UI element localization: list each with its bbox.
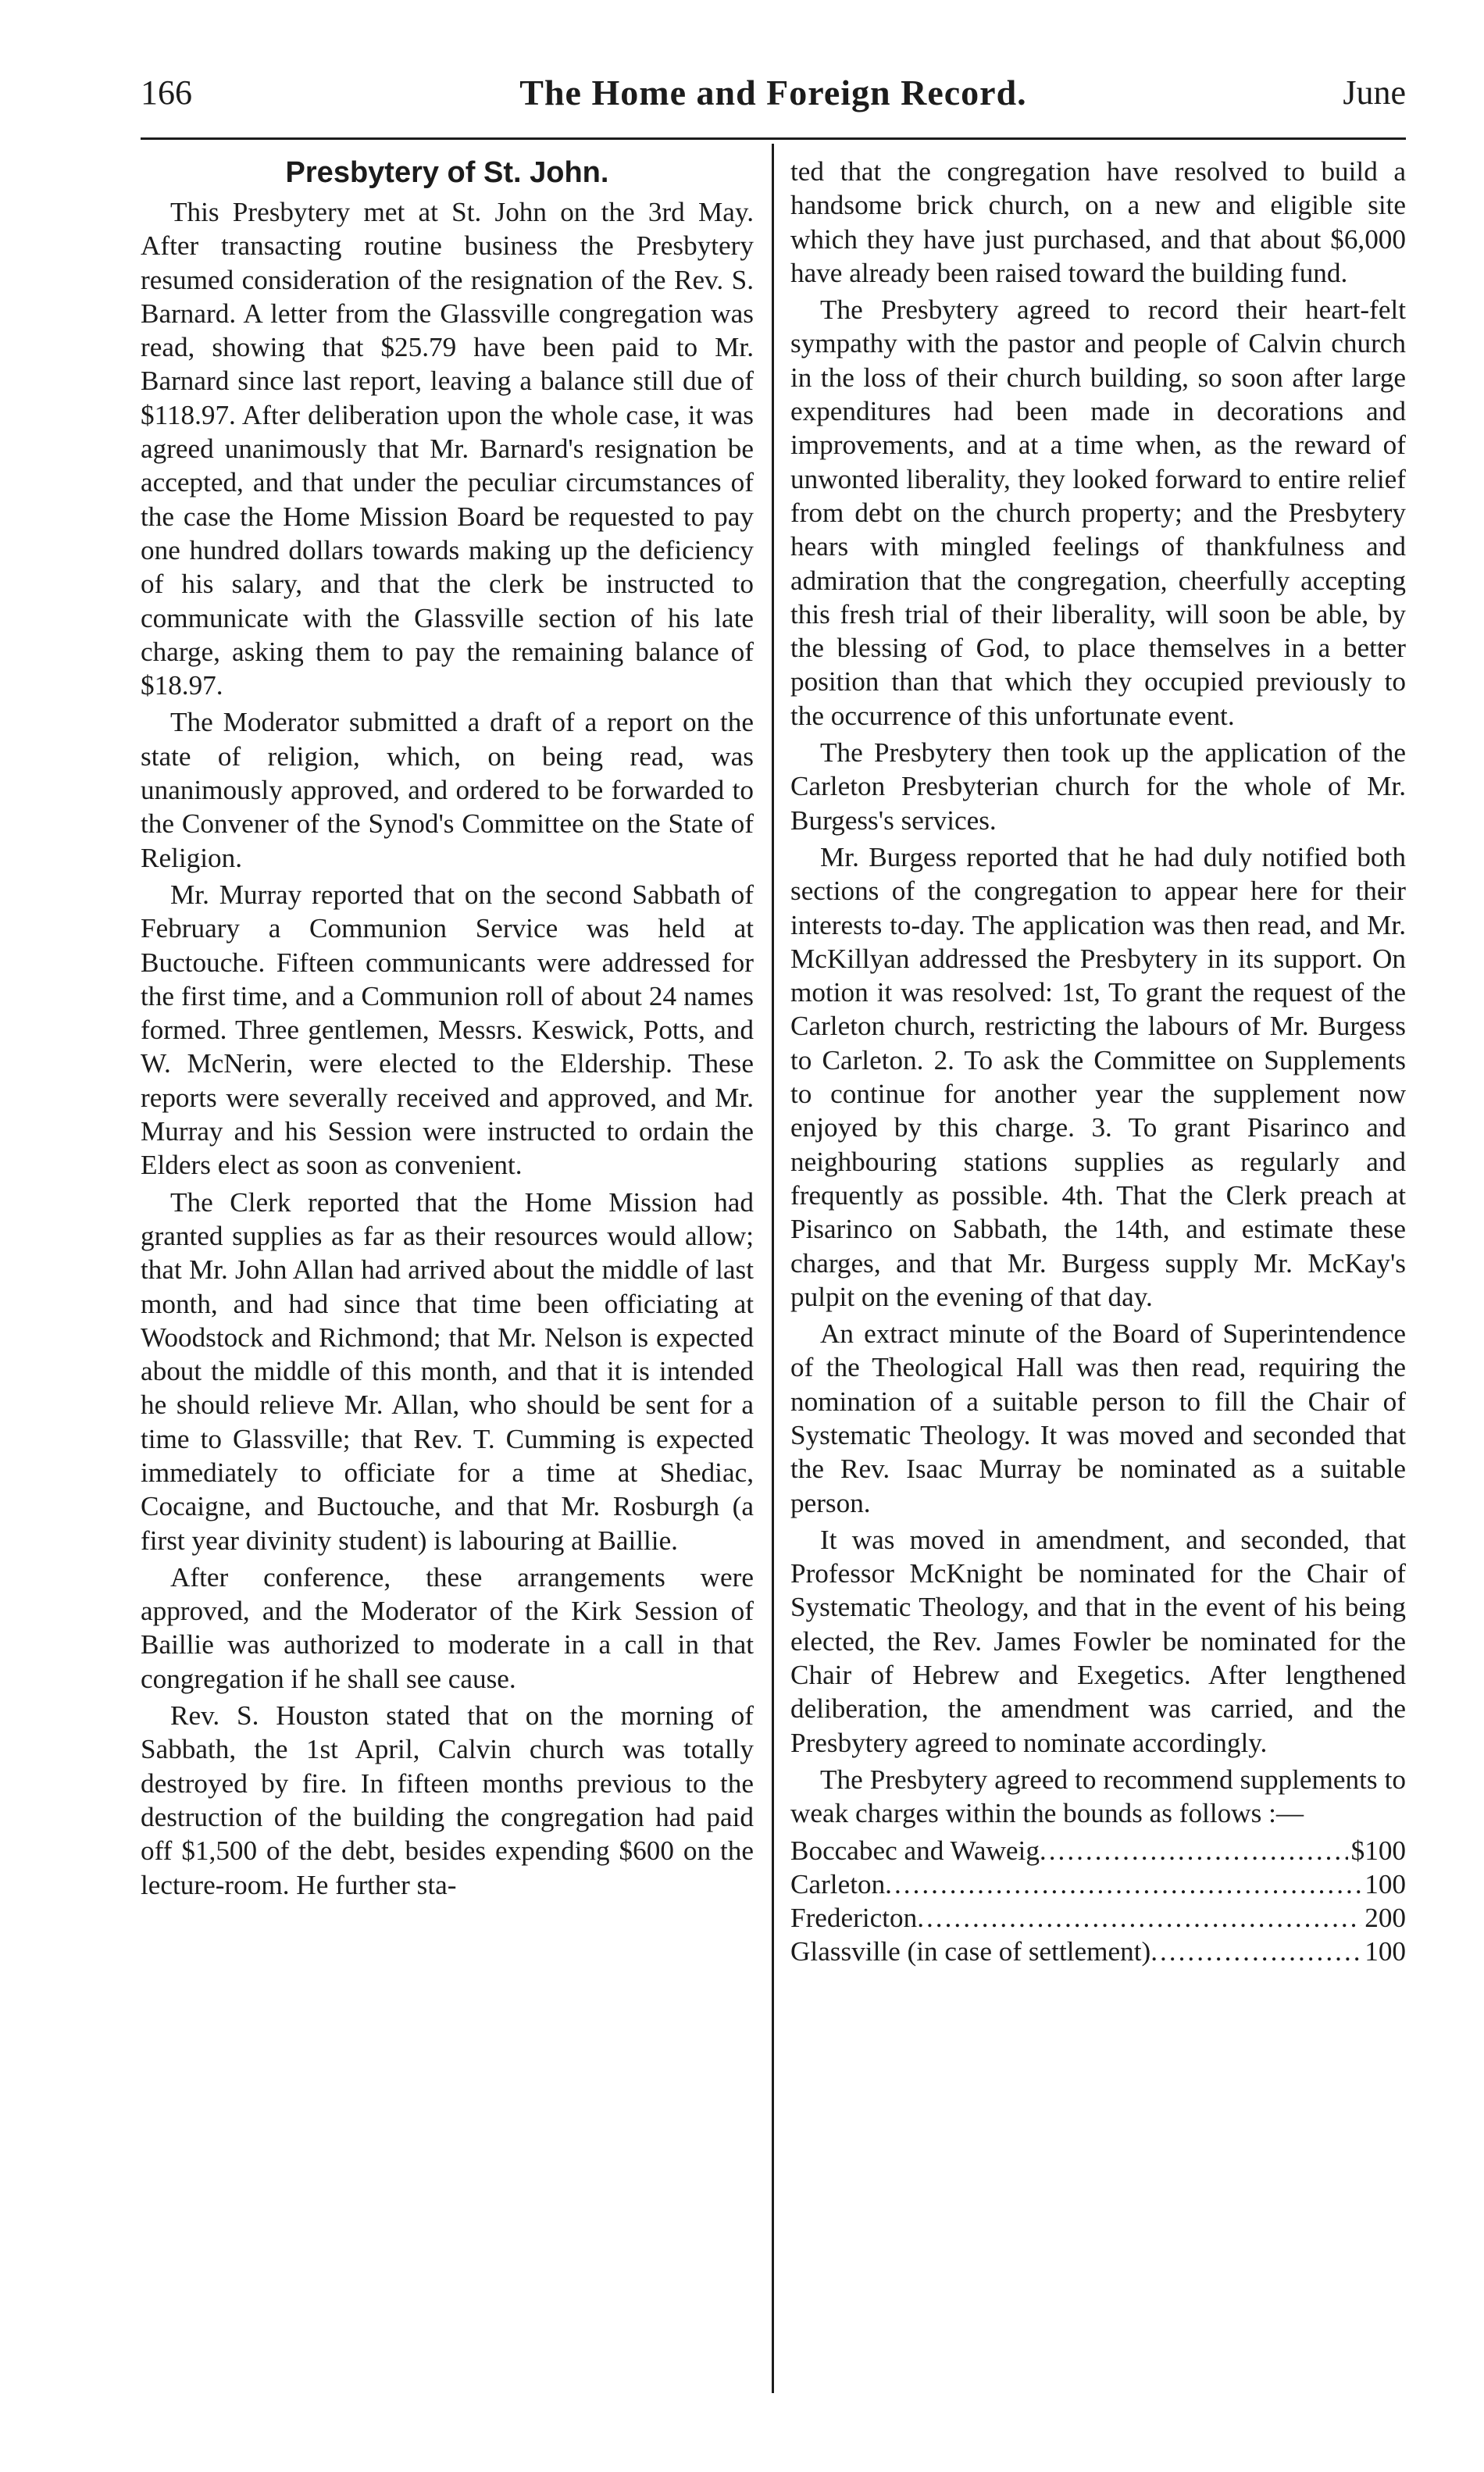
supplement-row: [790, 1867, 1406, 1901]
supplement-row: [790, 1834, 1406, 1867]
supplement-row: [790, 1935, 1406, 1968]
paragraph-carleton-application: The Presbytery then took up the application of the Carleton Presbyterian church for the whole of Mr. Burgess's services.: [790, 737, 1406, 836]
supplement-row: [790, 1901, 1406, 1935]
supplement-place: Boccabec and Waweig: [790, 1835, 1040, 1866]
page-number: 166: [141, 73, 192, 112]
column-divider: [772, 144, 774, 2393]
page-header: [141, 66, 1406, 120]
dot-leader: [1040, 1834, 1348, 1867]
paragraph-church-fire: Rev. S. Houston stated that on the morning of Sabbath, the 1st April, Calvin church was totally destroyed by fire. In fifteen months previous to the destruction of the building the congregation had paid off $1,500 of the debt, besides expending $600 on the lecture-room. He further sta-: [141, 1700, 754, 1900]
right-column: [790, 155, 1406, 1969]
paragraph-burgess-report: Mr. Burgess reported that he had duly notified both sections of the congregation to appear here for their interests to-day. The application was then read, and Mr. McKillyan addressed the Presbytery in its support. On motion it was resolved: 1st, To grant the request of the Carleton church, restricting the labours of Mr. Burgess to Carleton. 2. To ask the Committee on Supplements to continue for another year the supplement now enjoyed by this charge. 3. To grant Pisarinco and neighbouring stations supplies as regularly and frequently as possible. 4th. That the Clerk preach at Pisarinco on Sabbath, the 14th, and estimate these charges, and that Mr. Burgess supply Mr. McKay's pulpit on the evening of that day.: [790, 841, 1406, 1312]
paragraph-communion-report: Mr. Murray reported that on the second Sabbath of February a Communion Service was held at Buctouche. Fifteen communicants were addressed for the first time, and a Communion roll of about 24 names formed. Three gentlemen, Messrs. Keswick, Potts, and W. McNerin, were elected to the Eldership. These reports were severally received and approved, and Mr. Murray and his Session were instructed to ordain the Elders elect as soon as convenient.: [141, 879, 754, 1181]
paragraph-continuation: ted that the congregation have resolved to build a handsome brick church, on a new and eligible site which they have just purchased, and that about $6,000 have already been raised toward the building fund.: [790, 156, 1406, 288]
supplement-amount: 100: [1364, 1936, 1406, 1967]
dot-leader: [917, 1901, 1361, 1935]
dot-leader: [885, 1867, 1361, 1901]
paragraph-state-of-religion: The Moderator submitted a draft of a report on the state of religion, which, on being read, was unanimously approved, and ordered to be forwarded to the Convener of the Synod's Committee on the State of Religion.: [141, 707, 754, 873]
header-rule: [141, 137, 1406, 140]
article-heading: Presbytery of St. John.: [285, 156, 609, 189]
supplement-amount: 200: [1364, 1903, 1406, 1934]
paragraph-arrangements-approved: After conference, these arrangements were approved, and the Moderator of the Kirk Session of Baillie was authorized to moderate in a call in that congregation if he shall see cause.: [141, 1561, 754, 1694]
paragraph-home-mission-supplies: The Clerk reported that the Home Mission had granted supplies as far as their resources would allow; that Mr. John Allan had arrived about the middle of last month, and had since that time been officiating at Woodstock and Richmond; that Mr. Nelson is expected about the middle of this month, and that it is intended he should relieve Mr. Allan, who should be sent for a time to Glassville; that Rev. T. Cumming is expected immediately to officiate for a time at Shediac, Cocaigne, and Buctouche, and that Mr. Rosburgh (a first year divinity student) is labouring at Baillie.: [141, 1186, 754, 1556]
supplement-place: Fredericton: [790, 1903, 918, 1934]
left-column: [141, 155, 754, 1905]
running-title: The Home and Foreign Record.: [519, 73, 1027, 112]
dot-leader: [1150, 1935, 1361, 1968]
paragraph-supplements-intro: The Presbytery agreed to recommend supplements to weak charges within the bounds as follows :—: [790, 1764, 1406, 1829]
supplement-amount: 100: [1364, 1868, 1406, 1899]
supplements-list: [790, 1834, 1406, 1969]
paragraph-sympathy: The Presbytery agreed to record their heart-felt sympathy with the pastor and people of Calvin church in the loss of their church building, so soon after large expenditures had been made in decorations and improvements, and at a time when, as the reward of unwonted liberality, they looked forward to entire relief from debt on the church property; and the Presbytery hears with mingled feelings of thankfulness and admiration that the congregation, cheerfully accepting this fresh trial of their liberality, will soon be able, by the blessing of God, to place themselves in a better position than that which they occupied previously to the occurrence of this unfortunate event.: [790, 294, 1406, 731]
supplement-amount: $100: [1350, 1835, 1406, 1866]
paragraph-theological-hall: An extract minute of the Board of Superintendence of the Theological Hall was then read, requiring the nomination of a suitable person to fill the Chair of Systematic Theology. It was moved and seconded that the Rev. Isaac Murray be nominated as a suitable person.: [790, 1318, 1406, 1518]
paragraph-amendment: It was moved in amendment, and seconded, that Professor McKnight be nominated for the Chair of Systematic Theology, and that in the event of his being elected, the Rev. James Fowler be nominated for the Chair of Hebrew and Exegetics. After lengthened deliberation, the amendment was carried, and the Presbytery agreed to nominate accordingly.: [790, 1524, 1406, 1758]
supplement-place: Glassville (in case of settlement): [790, 1936, 1151, 1967]
issue-month: June: [1343, 73, 1406, 112]
supplement-place: Carleton: [790, 1868, 886, 1899]
paragraph-resignation: This Presbytery met at St. John on the 3rd May. After transacting routine business the Presbytery resumed consideration of the resignation of the Rev. S. Barnard. A letter from the Glassville congregation was read, showing that $25.79 have been paid to Mr. Barnard since last report, leaving a balance still due of $118.97. After deliberation upon the whole case, it was agreed unanimously that Mr. Barnard's resignation be accepted, and that under the peculiar circumstances of the case the Home Mission Board be requested to pay one hundred dollars towards making up the deficiency of his salary, and that the clerk be instructed to communicate with the Glassville section of his late charge, asking them to pay the remaining balance of $18.97.: [141, 197, 754, 701]
